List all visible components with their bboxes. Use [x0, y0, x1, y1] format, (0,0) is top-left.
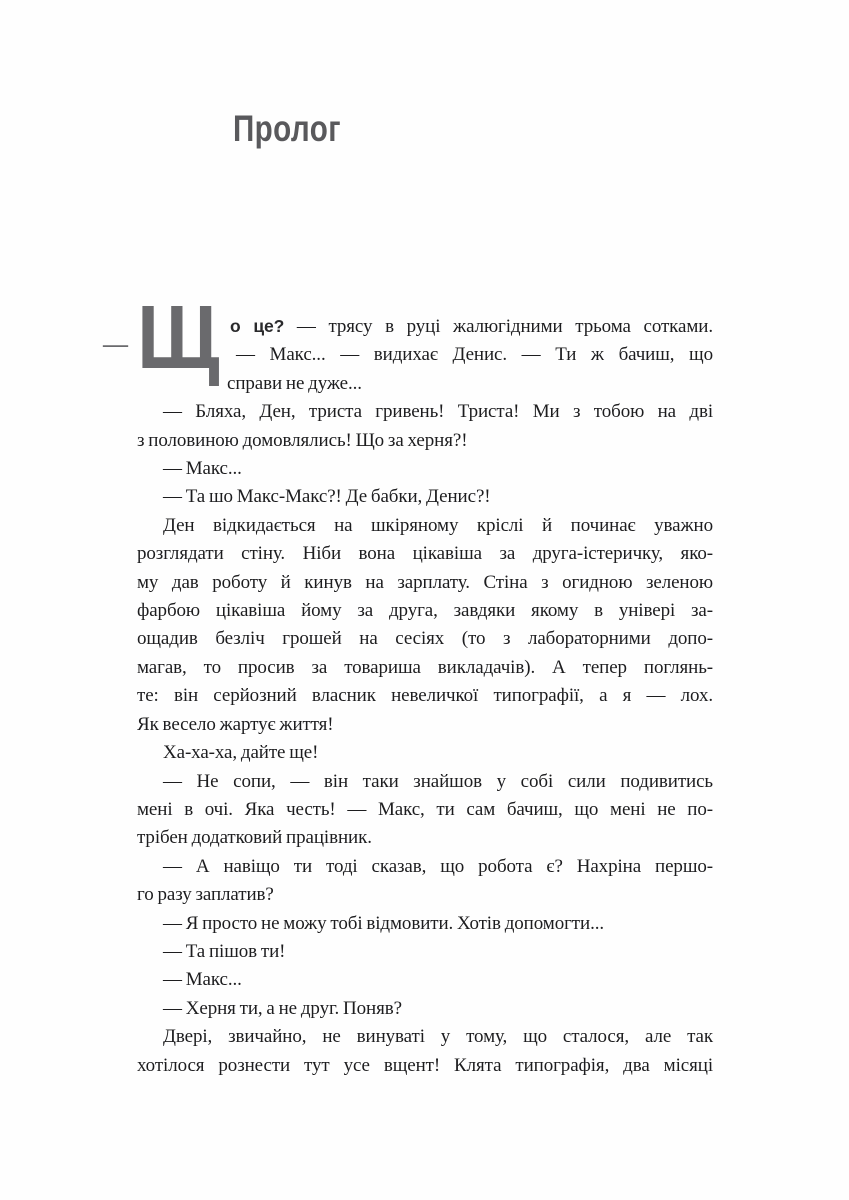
text-line: Ден відкидається на шкіряному кріслі й починає уважно [163, 514, 713, 536]
drop-cap-letter: Щ [137, 288, 220, 388]
text-line: — Та пішов ти! [163, 940, 286, 962]
text-line: справи не дуже... [227, 372, 362, 394]
dialogue-opening-dash: — [103, 331, 128, 358]
text-line: — А навіщо ти тоді сказав, що робота є? Нахріна першо- [163, 855, 713, 877]
text-line: мені в очі. Яка честь! — Макс, ти сам бачиш, що мені не по- [137, 798, 713, 820]
text-line: му дав роботу й кинув на зарплату. Стіна з огидною зеленою [137, 571, 713, 593]
chapter-title: Пролог [233, 108, 341, 149]
text-line: — Я просто не можу тобі відмовити. Хотів допомогти... [163, 912, 605, 934]
text-line: — Макс... [163, 458, 242, 480]
text-line: — Та шо Макс-Макс?! Де бабки, Денис?! [163, 486, 491, 508]
text-line: Ха-ха-ха, дайте ще! [163, 742, 319, 764]
text-line: — Макс... — видихає Денис. — Ти ж бачиш, що [236, 344, 713, 366]
text-line: — Макс... [163, 969, 242, 991]
text-line: ощадив безліч грошей на сесіях (то з лабораторними допо- [137, 628, 713, 650]
text-line: фарбою цікавіша йому за друга, завдяки якому в універі за- [137, 600, 713, 622]
text-line: трібен додатковий працівник. [137, 827, 372, 849]
text-line: о це? — трясу в руці жалюгідними трьома сотками. [230, 316, 713, 337]
text-line: Двері, звичайно, не винуваті у тому, що сталося, але так [163, 1026, 713, 1048]
text-line: магав, то просив за товариша викладачів). А тепер поглянь- [137, 656, 713, 678]
text-line: розглядати стіну. Ніби вона цікавіша за друга-істеричку, яко- [137, 543, 713, 565]
lead-in-bold-text: о це? [230, 316, 285, 336]
text-line: Як весело жартує життя! [137, 713, 334, 735]
body-text-lines [137, 312, 713, 1080]
text-line: те: він серйозний власник невеличкої типографії, а я — лох. [137, 685, 713, 707]
text-line: — Херня ти, а не друг. Поняв? [163, 997, 402, 1019]
text-line: — Не сопи, — він таки знайшов у собі сили подивитись [163, 770, 713, 792]
text-line: з половиною домовлялись! Що за херня?! [137, 429, 468, 451]
text-block [103, 288, 713, 1080]
text-line: хотілося рознести тут усе вщент! Клята типографія, два місяці [137, 1054, 713, 1076]
text-line: го разу заплатив? [137, 884, 274, 906]
text-line: — Бляха, Ден, триста гривень! Триста! Ми з тобою на дві [163, 401, 713, 423]
